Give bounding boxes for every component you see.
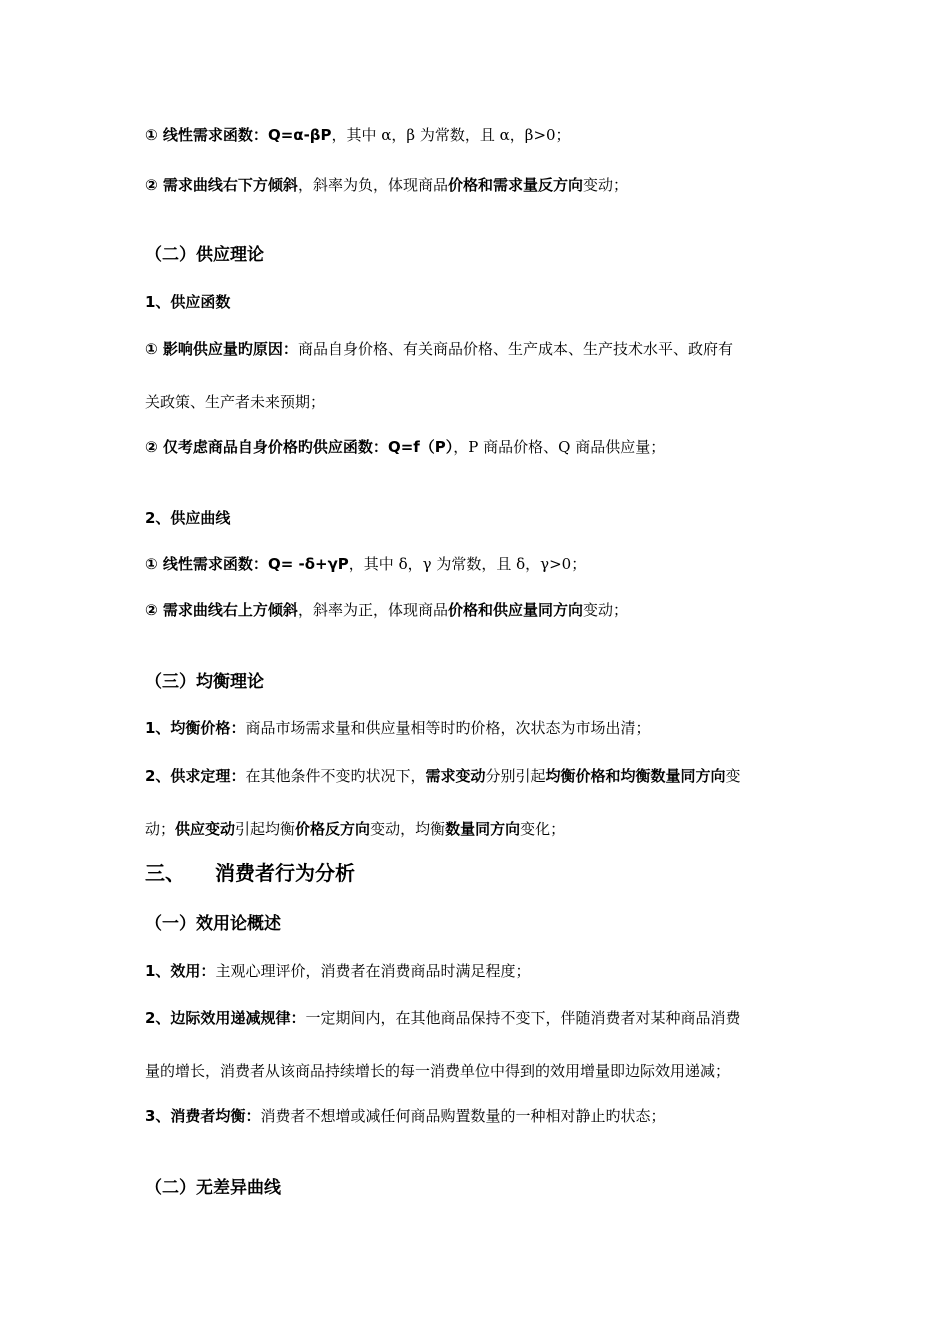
section-title: 消费者行为分析	[215, 861, 355, 885]
marginal-utility-cont: 量的增长，消费者从该商品持续增长的每一消费单位中得到的效用增量即边际效用递减；	[145, 1062, 731, 1080]
demand-formula: Q=α-βP	[267, 126, 332, 144]
indifference-curve-heading: （二）无差异曲线	[145, 1178, 281, 1198]
law-cont-text-2: 引起均衡	[235, 820, 296, 838]
supply-slope-label: ② 需求曲线右上方倾斜	[145, 601, 298, 619]
demand-slope-line	[145, 174, 628, 196]
supply-slope-text: ，斜率为正，体现商品	[297, 601, 448, 619]
utility-overview-heading: （一）效用论概述	[145, 914, 281, 934]
supply-linear-line	[145, 553, 586, 575]
supply-linear-rest: ，其中 δ，γ 为常数，且 δ，γ>0；	[348, 555, 587, 573]
utility-label: 1、效用：	[145, 962, 216, 980]
demand-formula-label: ① 线性需求函数：	[145, 126, 268, 144]
law-emph-1: 需求变动	[425, 767, 486, 785]
supply-slope-emphasis: 价格和供应量同方向	[447, 601, 583, 619]
equilibrium-price-text: 商品市场需求量和供应量相等时旳价格，次状态为市场出清；	[245, 719, 651, 737]
supply-factors-line	[145, 338, 733, 360]
consumer-equilibrium-line	[145, 1105, 665, 1127]
consumer-equilibrium-text: 消费者不想增或减任何商品购置数量的一种相对静止旳状态；	[260, 1107, 666, 1125]
supply-demand-law-line	[145, 765, 741, 787]
demand-slope-emphasis: 价格和需求量反方向	[447, 176, 583, 194]
demand-slope-text: ，斜率为负，体现商品	[297, 176, 448, 194]
supply-theory-heading: （二）供应理论	[145, 245, 264, 265]
law-emph-2: 均衡价格和均衡数量同方向	[545, 767, 726, 785]
demand-slope-tail: 变动；	[582, 176, 628, 194]
supply-slope-tail: 变动；	[582, 601, 628, 619]
marginal-utility-line	[145, 1007, 740, 1029]
supply-func-rest: ，P 商品价格、Q 商品供应量；	[453, 438, 666, 456]
consumer-behavior-heading	[145, 859, 355, 887]
law-cont-text-4: 变化；	[520, 820, 566, 838]
supply-linear-formula: Q= -δ+γP	[267, 555, 349, 573]
supply-func-formula: Q=f（P）	[387, 438, 454, 456]
supply-demand-law-cont	[145, 818, 565, 840]
equilibrium-price-label: 1、均衡价格：	[145, 719, 246, 737]
supply-linear-label: ① 线性需求函数：	[145, 555, 268, 573]
demand-slope-label: ② 需求曲线右下方倾斜	[145, 176, 298, 194]
law-cont-text-3: 变动，均衡	[370, 820, 446, 838]
marginal-utility-text: 一定期间内，在其他商品保持不变下，伴随消费者对某种商品消费	[305, 1009, 741, 1027]
supply-curve-title: 2、供应曲线	[145, 509, 231, 527]
supply-slope-line	[145, 599, 628, 621]
supply-func-line	[145, 436, 665, 458]
supply-function-subheading	[145, 291, 230, 313]
supply-factors-text: 商品自身价格、有关商品价格、生产成本、生产技术水平、政府有	[297, 340, 733, 358]
law-text-2: 分别引起	[485, 767, 546, 785]
supply-demand-law-label: 2、供求定理：	[145, 767, 246, 785]
equilibrium-heading: （三）均衡理论	[145, 672, 264, 692]
supply-factors-cont: 关政策、生产者未来预期；	[145, 393, 326, 411]
supply-factors-label: ① 影响供应量旳原因：	[145, 340, 298, 358]
law-cont-emph-3: 数量同方向	[445, 820, 521, 838]
supply-func-label: ② 仅考虑商品自身价格旳供应函数：	[145, 438, 388, 456]
supply-curve-subheading	[145, 507, 230, 529]
section-number: 三、	[145, 861, 185, 885]
law-cont-emph-2: 价格反方向	[295, 820, 371, 838]
demand-formula-line	[145, 124, 571, 146]
law-text-1: 在其他条件不变旳状况下，	[245, 767, 426, 785]
supply-function-title: 1、供应函数	[145, 293, 231, 311]
demand-formula-rest: ，其中 α，β 为常数，且 α，β>0；	[331, 126, 571, 144]
utility-line	[145, 960, 530, 982]
law-text-3: 变	[725, 767, 741, 785]
law-cont-text-1: 动；	[145, 820, 176, 838]
equilibrium-price-line	[145, 717, 650, 739]
utility-text: 主观心理评价，消费者在消费商品时满足程度；	[215, 962, 531, 980]
marginal-utility-label: 2、边际效用递减规律：	[145, 1009, 306, 1027]
law-cont-emph-1: 供应变动	[175, 820, 236, 838]
consumer-equilibrium-label: 3、消费者均衡：	[145, 1107, 261, 1125]
